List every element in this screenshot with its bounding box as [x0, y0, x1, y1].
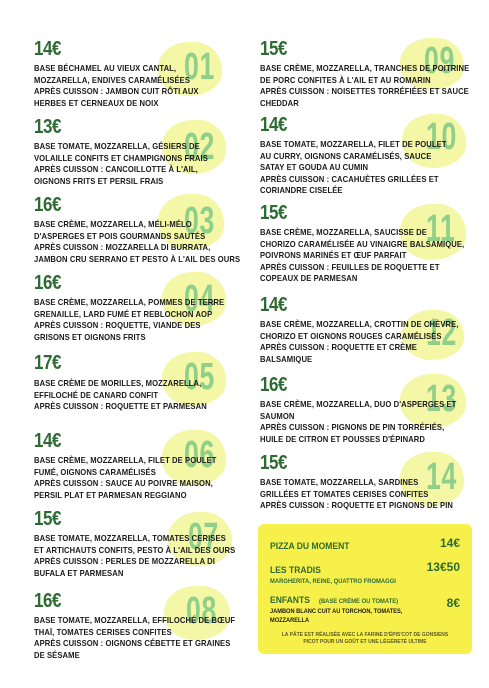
special-subtitle: MOZZARELLA [270, 616, 310, 624]
pizza-price: 15€ [260, 202, 288, 224]
pizza-number: 03 [184, 200, 215, 242]
specials-footnote: LA PÂTE EST RÉALISÉE AVEC LA FARINE D'ÉPIS'COT DE GONSIENS PICOT POUR UN GOÛT ET UNE LÉGÈRETÉ ULTIME [281, 632, 449, 645]
pizza-description: BASE BÉCHAMEL AU VIEUX CANTAL, MOZZARELLA, ENDIVES CARAMÉLISÉES APRÈS CUISSON : JAMBON CUIT RÔTI AUX HERBES ET CERNEAUX DE NOIX [34, 63, 199, 108]
pizza-price: 16€ [34, 590, 62, 612]
special-subtitle: MARGHERITA, REINE, QUATTRO FROMAGGI [270, 578, 396, 585]
pizza-price: 13€ [34, 116, 62, 138]
pizza-price: 15€ [260, 38, 288, 60]
special-name: LES TRADIS [270, 565, 321, 576]
special-name: PIZZA DU MOMENT [270, 541, 350, 552]
special-subtitle: JAMBON BLANC CUIT AU TORCHON, TOMATES, [270, 608, 403, 615]
pizza-description: BASE TOMATE, MOZZARELLA, EFFILOCHÉ DE BŒUF THAÏ, TOMATES CERISES CONFITES APRÈS CUISSON : OIGNONS CÉBETTE ET GRAINES DE SÉSAME [34, 615, 236, 660]
pizza-price: 14€ [34, 38, 62, 60]
pizza-price: 16€ [34, 194, 62, 216]
pizza-number: 09 [424, 40, 455, 82]
specials-box [258, 524, 472, 654]
pizza-description: BASE CRÈME, MOZZARELLA, FILET DE POULET FUMÉ, OIGNONS CARAMÉLISÉS APRÈS CUISSON : SAUCE AU POIVRE MAISON, PERSIL PLAT ET PARMESAN REGGIANO [34, 455, 217, 500]
pizza-number: 04 [184, 278, 215, 320]
pizza-price: 15€ [34, 508, 62, 530]
pizza-description: BASE CRÈME, MOZZARELLA, SAUCISSE DE CHORIZO CARAMÉLISÉE AU VINAIGRE BALSAMIQUE, POIVRONS MARINÉS ET ŒUF PARFAIT APRÈS CUISSON : FEUILLES DE ROQUETTE ET COPEAUX DE PARMESAN [260, 227, 465, 284]
pizza-description: BASE TOMATE, MOZZARELLA, SARDINES GRILLÉES ET TOMATES CERISES CONFITES APRÈS CUISSON : ROQUETTE ET PIGNONS DE PIN [260, 477, 454, 511]
pizza-description: BASE CRÈME, MOZZARELLA, DUO D'ASPERGES ET SAUMON APRÈS CUISSON : PIGNONS DE PIN TORRÉFIÉS, HUILE DE CITRON ET POUSSES D'ÉPINARD [260, 399, 457, 444]
pizza-number: 12 [426, 312, 457, 354]
pizza-number: 14 [426, 456, 457, 498]
pizza-number: 08 [186, 590, 217, 632]
pizza-description: BASE CRÈME, MOZZARELLA, TRANCHES DE POITRINE DE PORC CONFITES À L'AIL ET AU ROMARIN APRÈS CUISSON : NOISETTES TORRÉFIÉES ET SAUCE CHEDDAR [260, 63, 470, 108]
special-pizza-du-moment [270, 536, 460, 554]
special-enfants [270, 590, 460, 625]
pizza-price: 15€ [260, 452, 288, 474]
pizza-number: 05 [184, 356, 215, 398]
pizza-price: 16€ [260, 374, 288, 396]
pizza-number: 02 [184, 126, 215, 168]
pizza-description: BASE TOMATE, MOZZARELLA, FILET DE POULET AU CURRY, OIGNONS CARAMÉLISÉS, SAUCE SATAY ET GOUDA AU CUMIN APRÈS CUISSON : CACAHUÈTES GRILLÉES ET CORIANDRE CISELÉE [260, 139, 447, 196]
pizza-number: 13 [426, 378, 457, 420]
pizza-description: BASE CRÈME, MOZZARELLA, MÉLI-MÉLO D'ASPERGES ET POIS GOURMANDS SAUTÉS APRÈS CUISSON : MOZZARELLA DI BURRATA, JAMBON CRU SERRANO ET PESTO À L'AIL DES OURS [34, 219, 241, 264]
pizza-number: 01 [184, 46, 215, 88]
special-price: 8€ [446, 596, 460, 610]
special-name: ENFANTS [270, 595, 310, 606]
pizza-description: BASE CRÈME, MOZZARELLA, POMMES DE TERRE GRENAILLE, LARD FUMÉ ET REBLOCHON AOP APRÈS CUISSON : ROQUETTE, VIANDE DES GRISONS ET OIGNONS FRITS [34, 297, 225, 342]
pizza-price: 14€ [260, 294, 288, 316]
special-price: 13€50 [426, 560, 460, 574]
special-les-tradis [270, 560, 460, 585]
pizza-price: 14€ [260, 114, 288, 136]
pizza-description: BASE TOMATE, MOZZARELLA, GÉSIERS DE VOLAILLE CONFITS ET CHAMPIGNONS FRAIS APRÈS CUISSON : CANCOILLOTTE À L'AIL, OIGNONS FRITS ET PERSIL FRAIS [34, 141, 208, 186]
special-price: 14€ [439, 536, 460, 550]
pizza-number: 06 [184, 434, 215, 476]
pizza-price: 16€ [34, 272, 62, 294]
pizza-description: BASE CRÈME DE MORILLES, MOZZARELLA, EFFILOCHÉ DE CANARD CONFIT APRÈS CUISSON : ROQUETTE ET PARMESAN [34, 378, 207, 412]
pizza-price: 14€ [34, 430, 62, 452]
pizza-number: 07 [188, 516, 219, 558]
pizza-description: BASE CRÈME, MOZZARELLA, CROTTIN DE CHÈVRE, CHORIZO ET OIGNONS ROUGES CARAMÉLISÉS APRÈS CUISSON : ROQUETTE ET CRÈME BALSAMIQUE [260, 319, 459, 364]
special-note: (BASE CRÈME OU TOMATE) [318, 598, 398, 605]
pizza-description: BASE TOMATE, MOZZARELLA, TOMATES CERISES ET ARTICHAUTS CONFITS, PESTO À L'AIL DES OURS APRÈS CUISSON : PERLES DE MOZZARELLA DI BUFALA ET PARMESAN [34, 533, 236, 578]
pizza-price: 17€ [34, 352, 62, 374]
pizza-number: 11 [426, 208, 456, 250]
pizza-number: 10 [426, 116, 457, 158]
